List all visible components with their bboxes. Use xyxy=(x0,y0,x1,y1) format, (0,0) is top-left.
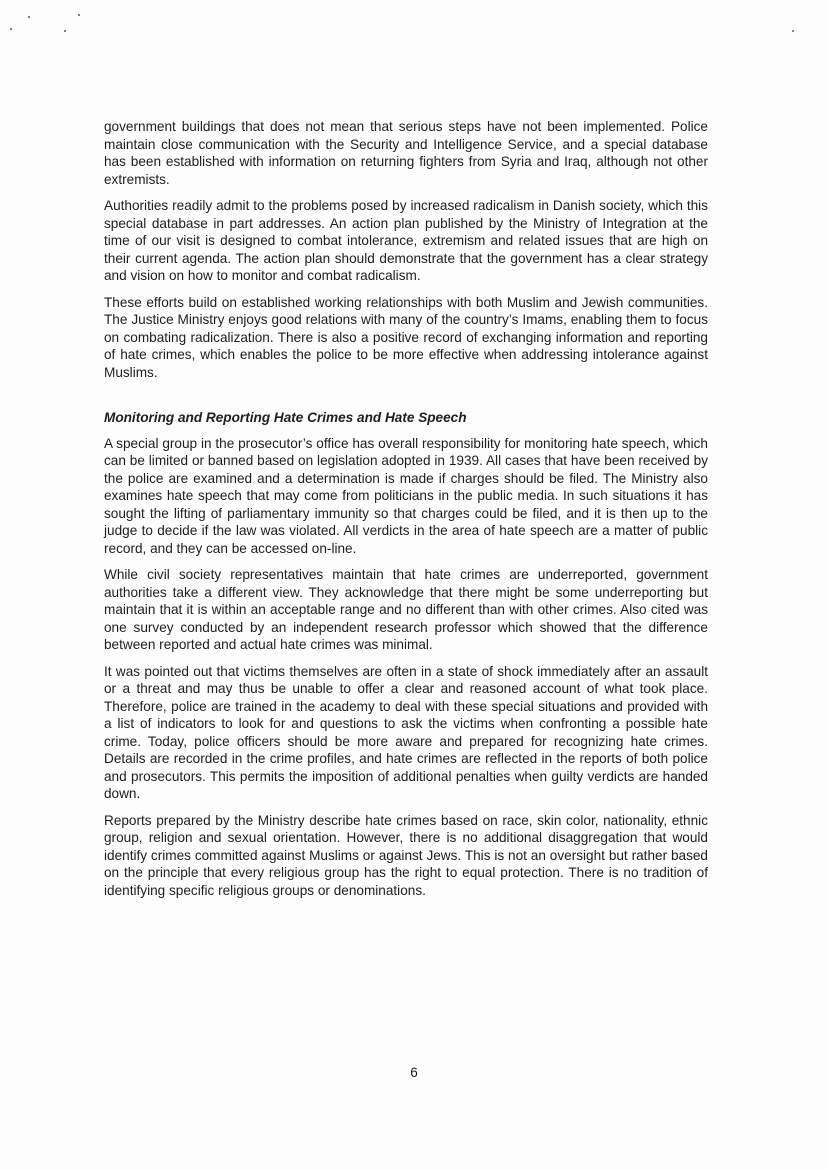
body-text xyxy=(104,118,708,908)
paragraph: Reports prepared by the Ministry describe hate crimes based on race, skin color, nationality, ethnic group, religion and sexual orientation. However, there is no additional disaggregation that would identify crimes committed against Muslims or against Jews. This is not an oversight but rather based on the principle that every religious group has the right to equal protection. There is no tradition of identifying specific religious groups or denominations. xyxy=(104,812,708,898)
scan-speck xyxy=(28,16,30,18)
paragraph: While civil society representatives maintain that hate crimes are underreported, government authorities take a different view. They acknowledge that there might be some underreporting but maintain that it is within an acceptable range and no different than with other crimes. Also cited was one survey conducted by an independent research professor which showed that the difference between reported and actual hate crimes was minimal. xyxy=(104,567,708,652)
scan-speck xyxy=(10,28,12,30)
section-heading: Monitoring and Reporting Hate Crimes and Hate Speech xyxy=(104,410,467,425)
scan-specks xyxy=(8,12,98,42)
paragraph: A special group in the prosecutor’s office has overall responsibility for monitoring hate speech, which can be limited or banned based on legislation adopted in 1939. All cases that have been received by the police are examined and a determination is made if charges should be filed. The Ministry also examines hate speech that may come from politicians in the public media. In such situations it has sought the lifting of parliamentary immunity so that charges could be filed, and it is then up to the judge to decide if the law was violated. All verdicts in the area of hate speech are a matter of public record, and they can be accessed on-line. xyxy=(104,435,708,556)
paragraph: It was pointed out that victims themselves are often in a state of shock immediately after an assault or a threat and may thus be unable to offer a clear and reasoned account of what took place. Therefore, police are trained in the academy to deal with these special situations and provided with a list of indicators to look for and questions to ask the victims when confronting a possible hate crime. Today, police officers should be more aware and prepared for recognizing hate crimes. Details are recorded in the crime profiles, and hate crimes are reflected in the reports of both police and prosecutors. This permits the imposition of additional penalties when guilty verdicts are handed down. xyxy=(104,663,708,801)
paragraph: Authorities readily admit to the problems posed by increased radicalism in Danish society, which this special database in part addresses. An action plan published by the Ministry of Integration at the time of our visit is designed to combat intolerance, extremism and related issues that are high on their current agenda. The action plan should demonstrate that the government has a clear strategy and vision on how to monitor and combat radicalism. xyxy=(104,198,708,283)
scan-speck xyxy=(64,30,66,32)
scan-speck xyxy=(792,30,794,32)
paragraph: government buildings that does not mean that serious steps have not been implemented. Police maintain close communication with the Security and Intelligence Service, and a special database has been established with information on returning fighters from Syria and Iraq, although not other extremists. xyxy=(104,119,708,187)
page-number: 6 xyxy=(410,1065,418,1080)
scan-speck xyxy=(78,14,80,16)
paragraph: These efforts build on established working relationships with both Muslim and Jewish communities. The Justice Ministry enjoys good relations with many of the country’s Imams, enabling them to focus on combating radicalization. There is also a positive record of exchanging information and reporting of hate crimes, which enables the police to be more effective when addressing intolerance against Muslims. xyxy=(104,294,708,380)
